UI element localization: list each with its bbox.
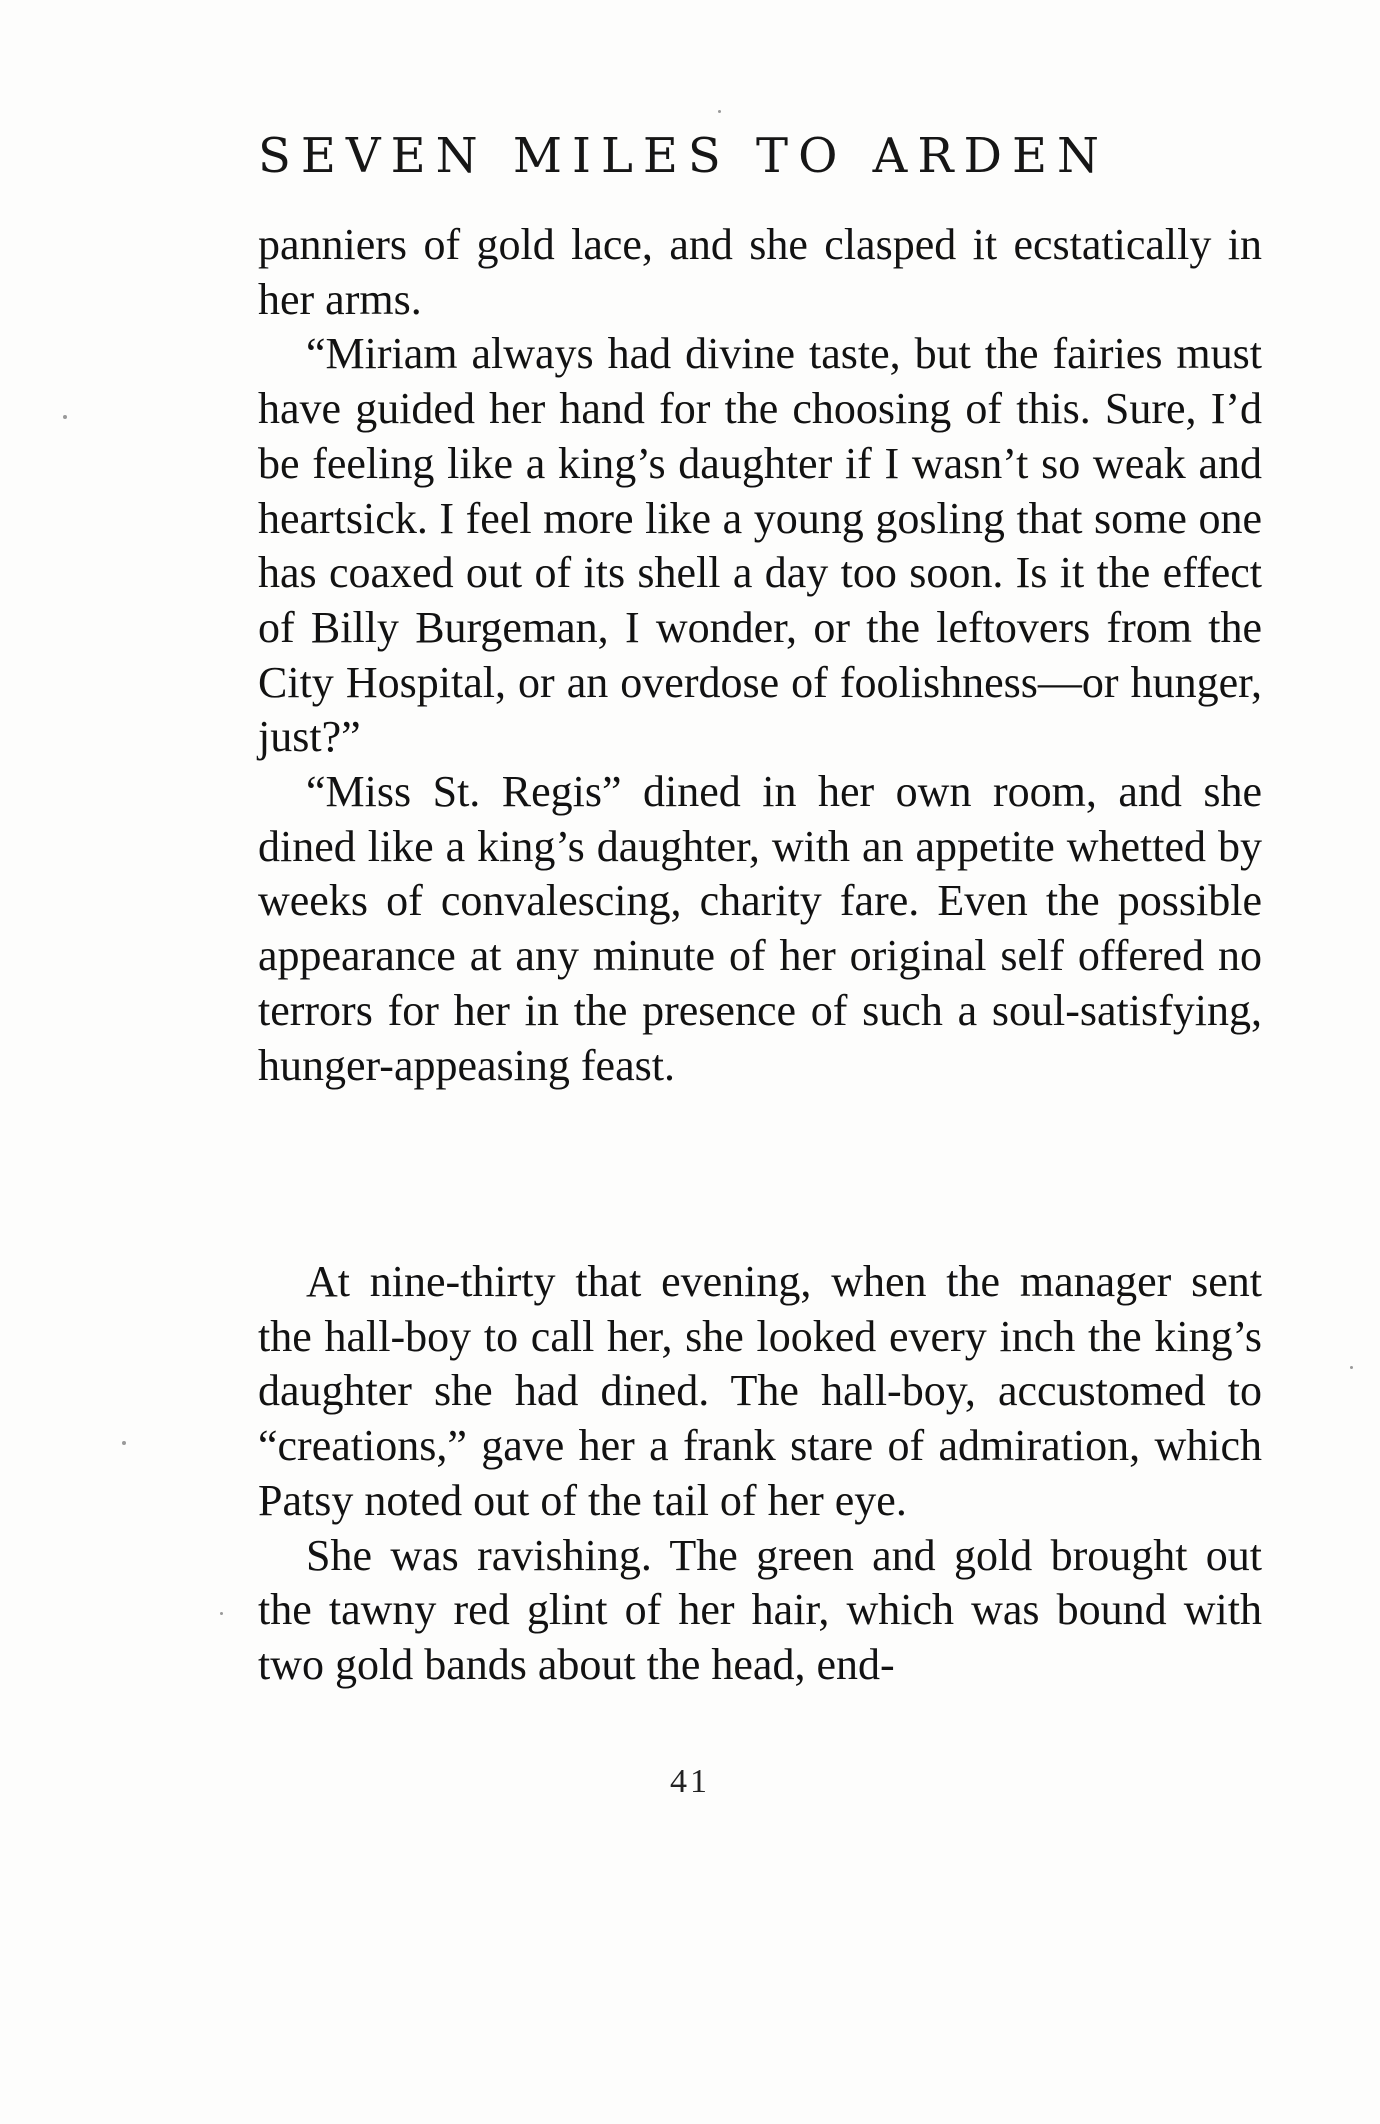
margin-speck xyxy=(718,110,721,113)
paragraph-ravishing: She was ravishing. The green and gold brought out the tawny red glint of her hair, which was bound with two gold bands about the head, end- xyxy=(258,1530,1262,1689)
paragraph-dialogue: “Miriam always had divine taste, but the fairies must have guided her hand for the choosing of this. Sure, I’d be feeling like a king’s daughter if I wasn’t so weak and heartsick. I feel more like a young gosling that some one has coaxed out of its shell a day too soon. Is it the effect of Billy Burgeman, I wonder, or the leftovers from the City Hospital, or an overdose of foolishness—or hunger, just?” xyxy=(258,329,1262,762)
margin-speck xyxy=(1350,1366,1353,1369)
margin-speck xyxy=(122,1441,126,1445)
paragraph-evening: At nine-thirty that evening, when the manager sent the hall-boy to call her, she looked every inch the king’s daughter she had dined. The hall-boy, accustomed to “creations,” gave her a frank stare of admiration, which Patsy noted out of the tail of her eye. xyxy=(258,1257,1262,1525)
margin-speck xyxy=(63,415,67,419)
text-block-upper xyxy=(258,218,1262,1093)
paragraph-continuation: panniers of gold lace, and she clasped it ecstatically in her arms. xyxy=(258,220,1262,324)
running-header: SEVEN MILES TO ARDEN xyxy=(258,128,1109,184)
paragraph-dinner: “Miss St. Regis” dined in her own room, and she dined like a king’s daughter, with an appetite whetted by weeks of convalescing, charity fare. Even the possible appearance at any minute of her original self offered no terrors for her in the presence of such a soul-satisfying, hunger-appeasing feast. xyxy=(258,767,1262,1090)
page-number: 41 xyxy=(670,1763,710,1800)
text-block-lower xyxy=(258,1255,1262,1693)
margin-speck xyxy=(220,1612,223,1615)
